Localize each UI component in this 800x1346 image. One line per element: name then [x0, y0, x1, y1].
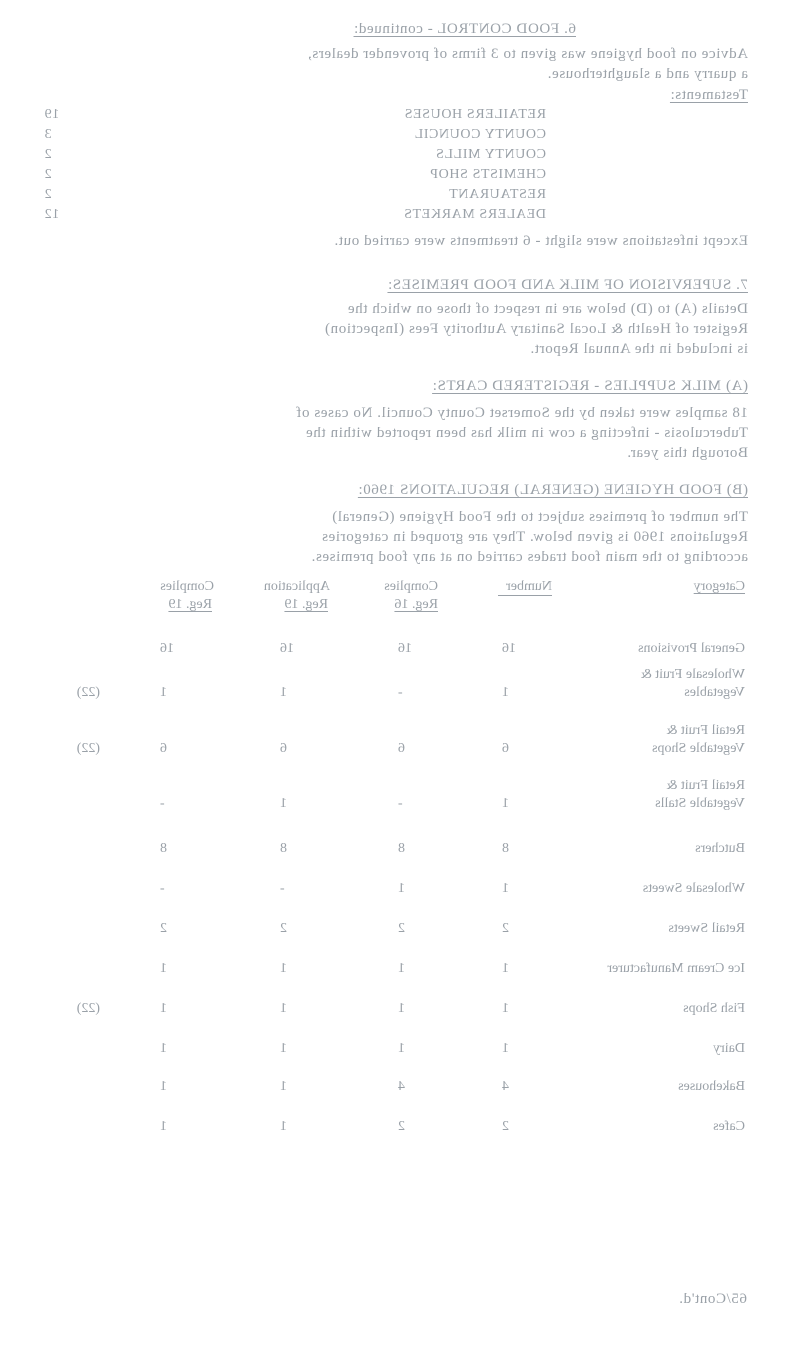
value-cell: 16	[502, 641, 516, 656]
category-cell: Vegetable Stalls	[655, 796, 745, 811]
testament-name: RETAILERS HOUSES	[404, 107, 546, 122]
value-cell: 1	[160, 1041, 167, 1056]
value-cell: -	[398, 685, 403, 700]
value-cell: -	[280, 881, 285, 896]
category-cell: Wholesale Sweets	[642, 881, 745, 896]
value-cell: 4	[398, 1079, 405, 1094]
value-cell: 1	[502, 881, 509, 896]
value-cell: 2	[398, 1119, 405, 1134]
value-cell: 1	[280, 1001, 287, 1016]
value-cell: 2	[398, 921, 405, 936]
testament-count: 3	[44, 127, 52, 142]
sub-b-para-line: Regulations 1960 is given below. They are grouped in categories	[321, 529, 748, 545]
testament-name: DEALERS MARKETS	[403, 207, 546, 222]
testament-name: COUNTY MILLS	[435, 147, 546, 162]
sub-a-para-line: Borough this year.	[626, 445, 748, 461]
section-7-para-line: Details (A) to (D) below are in respect of those on which the	[347, 301, 748, 317]
column-header-category: Category	[693, 579, 745, 594]
value-cell: -	[160, 796, 165, 811]
section-6-closing: Except infestations were slight - 6 treatments were carried out.	[333, 233, 748, 249]
category-cell: Bakehouses	[678, 1079, 745, 1094]
testament-name: COUNTY COUNCIL	[414, 127, 546, 142]
row-note: (22)	[76, 685, 100, 700]
value-cell: 2	[160, 921, 167, 936]
column-header-complies-16: Complies	[384, 579, 438, 594]
value-cell: 1	[398, 881, 405, 896]
value-cell: 16	[398, 641, 412, 656]
value-cell: 6	[160, 741, 167, 756]
testament-count: 19	[44, 107, 60, 122]
sub-a-para-line: 18 samples were taken by the Somerset County Council. No cases of	[295, 405, 748, 421]
sub-b-title: (B) FOOD HYGIENE (GENERAL) REGULATIONS 1960:	[357, 482, 748, 498]
value-cell: 1	[280, 961, 287, 976]
value-cell: 1	[398, 1041, 405, 1056]
category-cell: Butchers	[695, 841, 745, 856]
testament-count: 2	[44, 187, 52, 202]
value-cell: 1	[280, 796, 287, 811]
section-6-title: 6. FOOD CONTROL - continued:	[353, 21, 576, 37]
value-cell: 1	[502, 961, 509, 976]
category-cell: Vegetable Shops	[652, 741, 745, 756]
continued-footer: 65/Cont'd.	[678, 1291, 747, 1307]
testament-name: CHEMISTS SHOP	[429, 167, 546, 182]
value-cell: 1	[398, 1001, 405, 1016]
value-cell: 1	[160, 961, 167, 976]
testament-count: 2	[44, 167, 52, 182]
column-header-complies-19: Complies	[160, 579, 214, 594]
value-cell: 1	[280, 685, 287, 700]
category-cell: Retail Fruit &	[666, 778, 745, 793]
value-cell: 8	[160, 841, 167, 856]
value-cell: 1	[502, 1001, 509, 1016]
section-7-para-line: is included in the Annual Report.	[529, 341, 748, 357]
testaments-label: Testaments:	[669, 87, 748, 103]
value-cell: -	[160, 881, 165, 896]
category-cell: Cafes	[713, 1119, 745, 1134]
column-header-application-reg: Reg. 19	[284, 597, 328, 612]
section-7-title: 7. SUPERVISION OF MILK AND FOOD PREMISES:	[387, 277, 748, 293]
sub-a-title: (A) MILK SUPPLIES - REGISTERED CARTS:	[432, 378, 748, 394]
category-cell: General Provisions	[638, 641, 745, 656]
value-cell: 6	[502, 741, 509, 756]
value-cell: 16	[280, 641, 294, 656]
value-cell: 4	[502, 1079, 509, 1094]
sub-b-para-line: The number of premises subject to the Food Hygiene (General)	[331, 509, 748, 525]
testament-count: 2	[44, 147, 52, 162]
category-cell: Wholesale Fruit &	[640, 667, 745, 682]
category-cell: Vegetables	[684, 685, 745, 700]
value-cell: 1	[280, 1119, 287, 1134]
category-cell: Retail Fruit &	[666, 723, 745, 738]
column-header-application: Application	[263, 579, 330, 594]
column-header-complies-16-reg: Reg. 16	[394, 597, 438, 612]
value-cell: 2	[502, 921, 509, 936]
value-cell: 2	[502, 1119, 509, 1134]
row-note: (22)	[76, 1001, 100, 1016]
value-cell: 16	[160, 641, 174, 656]
value-cell: 1	[280, 1079, 287, 1094]
value-cell: 2	[280, 921, 287, 936]
value-cell: 8	[280, 841, 287, 856]
value-cell: 1	[160, 1079, 167, 1094]
row-note: (22)	[76, 741, 100, 756]
value-cell: -	[398, 796, 403, 811]
category-cell: Ice Cream Manufacturer	[607, 961, 745, 976]
value-cell: 1	[502, 685, 509, 700]
value-cell: 1	[398, 961, 405, 976]
value-cell: 1	[160, 1001, 167, 1016]
category-cell: Dairy	[713, 1041, 745, 1056]
column-header-number: Number	[506, 579, 552, 594]
sub-b-para-line: according to the main food trades carried on at any food premises.	[311, 549, 748, 565]
testament-count: 12	[44, 207, 60, 222]
sub-a-para-line: Tuberculosis - infecting a cow in milk has been reported within the	[305, 425, 748, 441]
value-cell: 6	[280, 741, 287, 756]
header-underline	[498, 595, 552, 596]
category-cell: Retail Sweets	[668, 921, 745, 936]
value-cell: 8	[398, 841, 405, 856]
value-cell: 8	[502, 841, 509, 856]
value-cell: 1	[502, 796, 509, 811]
value-cell: 1	[160, 685, 167, 700]
value-cell: 1	[280, 1041, 287, 1056]
column-header-complies-19-reg: Reg. 19	[168, 597, 212, 612]
value-cell: 1	[502, 1041, 509, 1056]
section-7-para-line: Register of Health & Local Sanitary Authority Fees (Inspection)	[324, 321, 748, 337]
section-6-intro-line-2: a quarry and a slaughterhouse.	[547, 66, 748, 82]
value-cell: 1	[160, 1119, 167, 1134]
section-6-intro-line-1: Advice on food hygiene was given to 3 firms of provender dealers,	[307, 46, 748, 62]
value-cell: 6	[398, 741, 405, 756]
testament-name: RESTAURANT	[448, 187, 546, 202]
category-cell: Fish Shops	[683, 1001, 745, 1016]
